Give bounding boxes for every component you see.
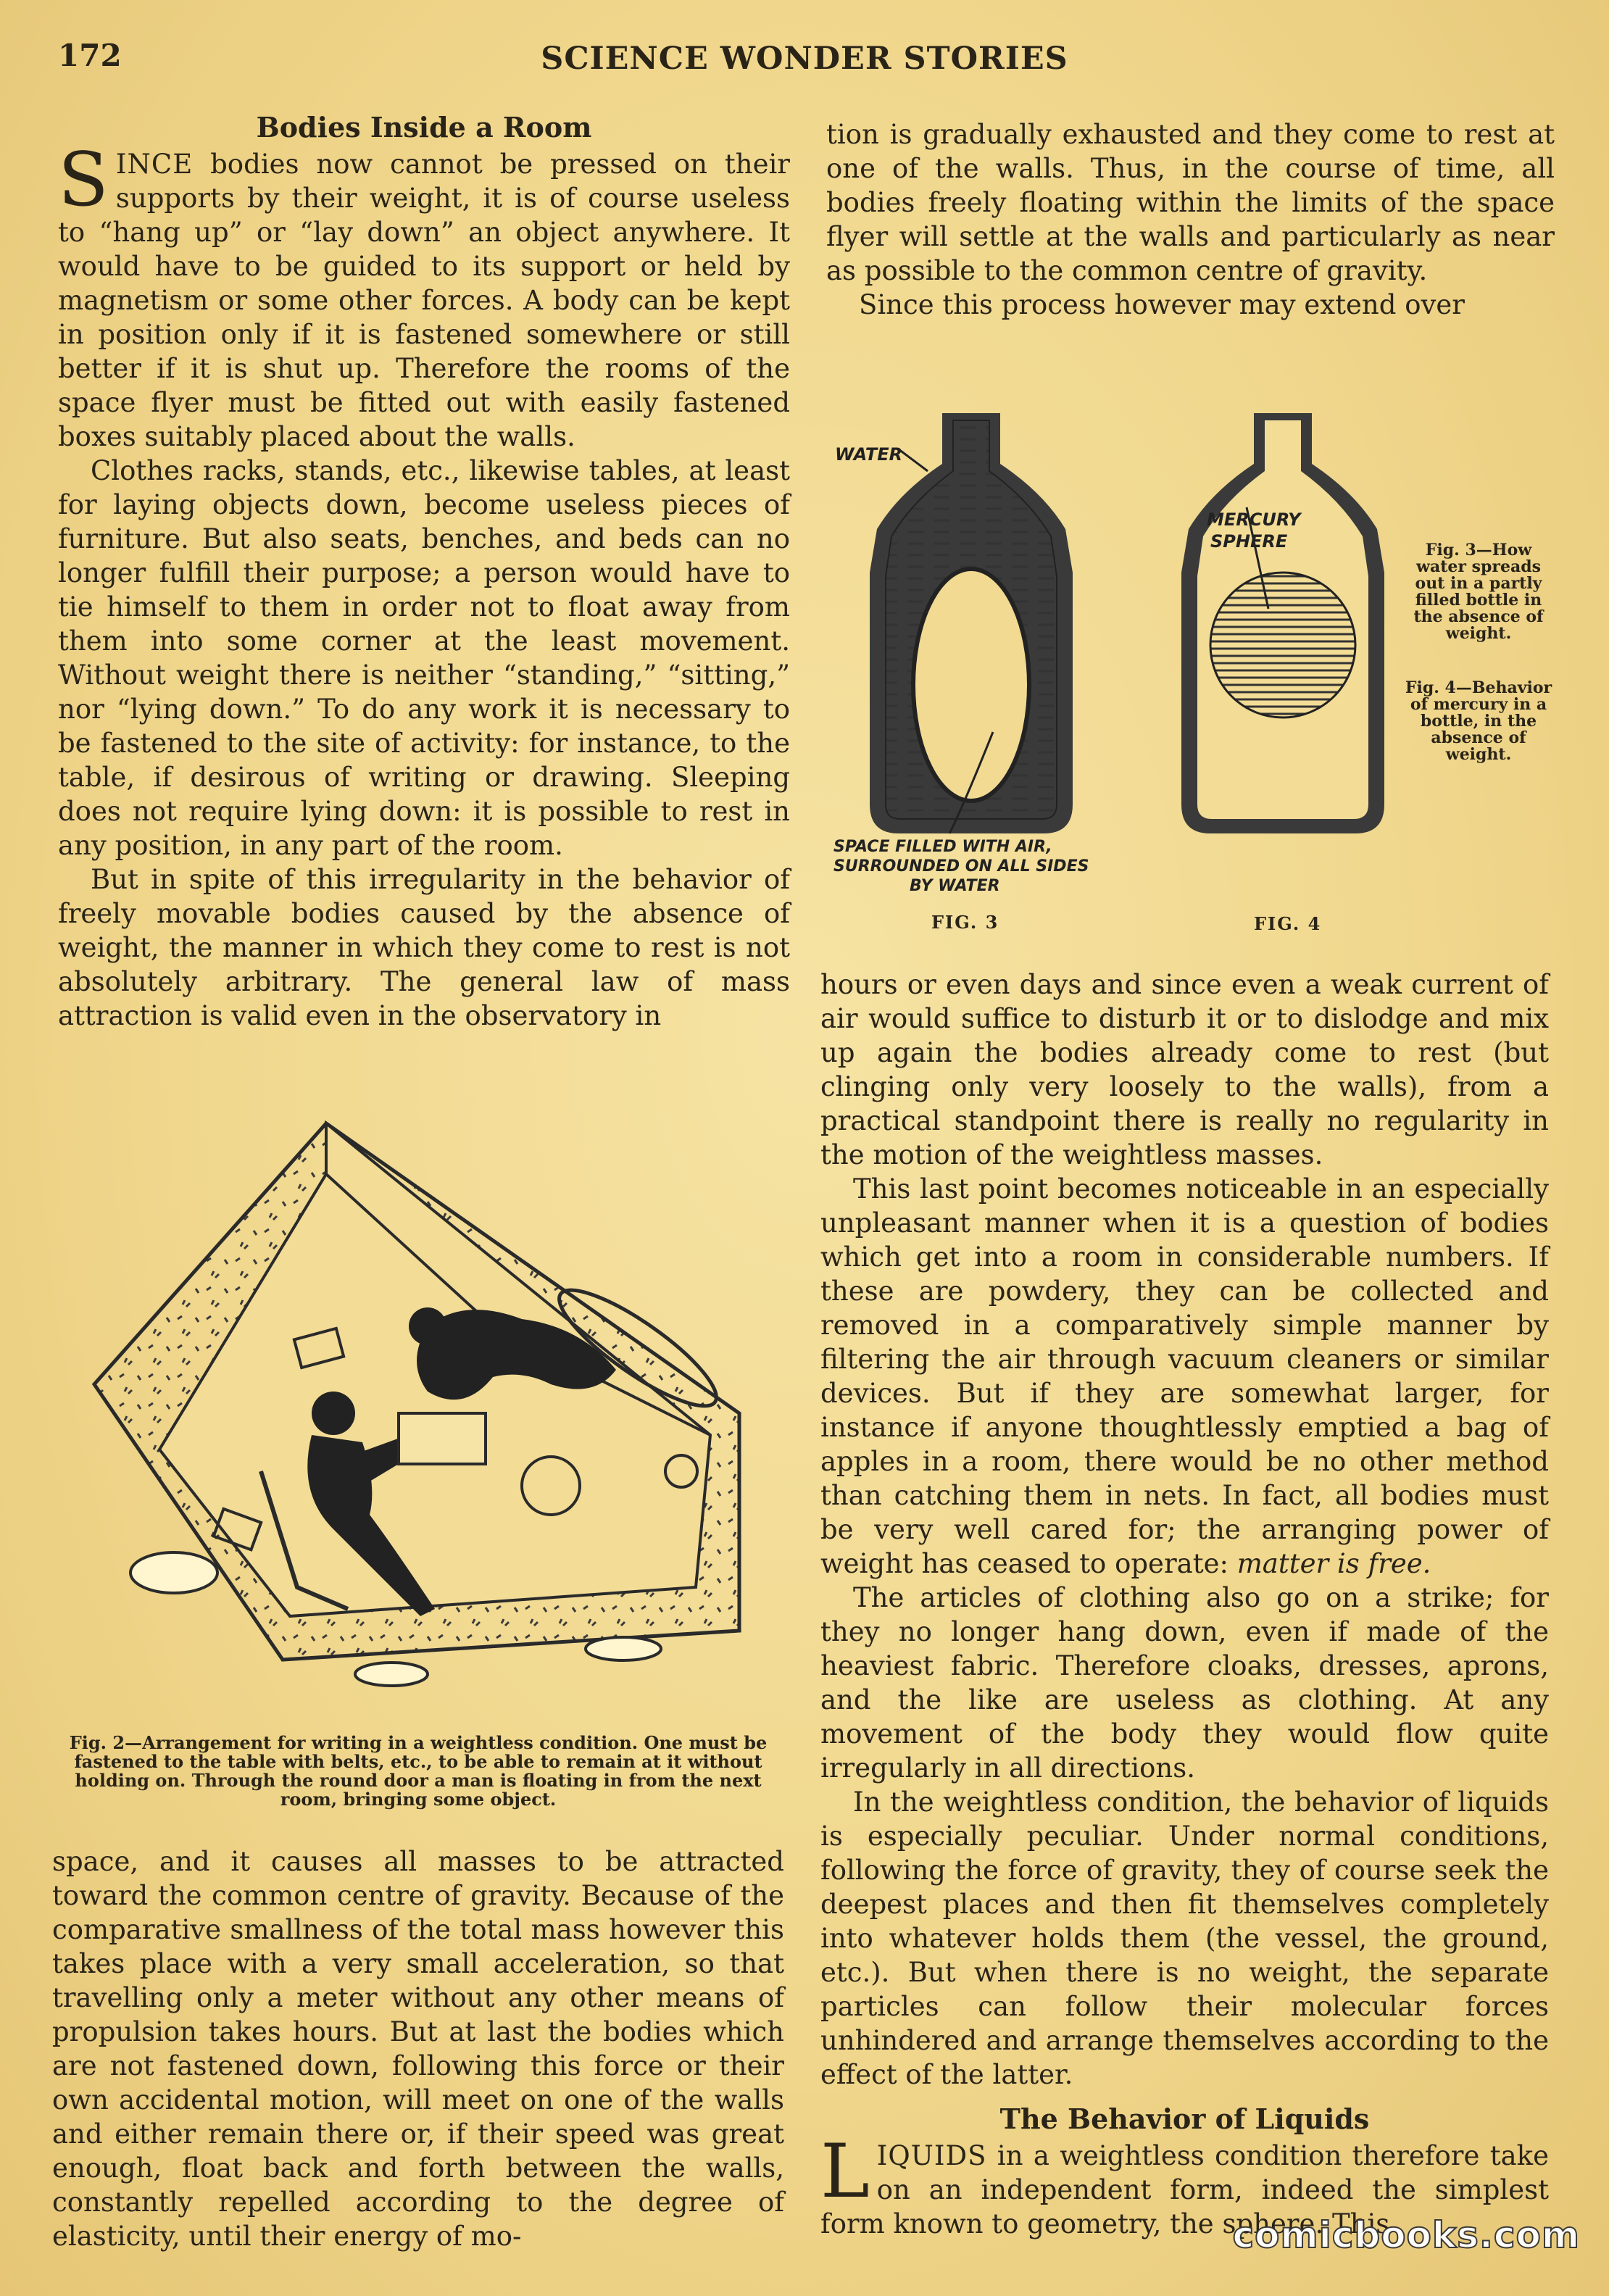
left-column-bottom <box>52 1844 784 2253</box>
paragraph-text: in a weightless condition therefore take on an independent form, indeed the simplest form known to geometry, the sphere. This <box>820 2140 1549 2239</box>
air-label-3: BY WATER <box>910 877 1000 895</box>
figures-3-4 <box>826 399 1551 942</box>
left-column-top <box>58 110 790 1033</box>
lead-word: INCE <box>115 149 194 180</box>
air-label-1: SPACE FILLED WITH AIR, <box>833 838 1052 856</box>
italic-phrase: matter is free. <box>1236 1548 1431 1579</box>
bottles-drawing <box>826 399 1551 942</box>
water-label: WATER <box>835 444 903 465</box>
fig3-label: FIG. 3 <box>931 912 999 933</box>
figure-2-illustration <box>87 1109 768 1725</box>
right-column-top <box>826 117 1555 322</box>
drop-cap: L <box>820 2129 870 2215</box>
paragraph-text: This last point becomes noticeable in an especially unpleasant manner when it is a question of bodies which get into a room in considerable numbers. If these are powdery, they can be collected and removed in a comparatively simple manner by filtering the air through vacuum cleaners or similar devices. But if they are somewhat larger, for instance if anyone thoughtlessly emptied a bag of apples in a room, there would be no other method than catching them in nets. In fact, all bodies must be very well cared for; the arranging power of weight has ceased to operate: <box>820 1173 1549 1579</box>
running-head: SCIENCE WONDER STORIES <box>541 41 1068 77</box>
paragraph: The articles of clothing also go on a strike; for they no longer hang down, even if made of the heaviest fabric. Therefore cloaks, dresses, aprons, and the like are useless as clothing. At any movement of the body they would flow quite irregularly in all directions. <box>820 1582 1549 1784</box>
mercury-label-2: SPHERE <box>1210 531 1288 552</box>
paragraph: Since this process however may extend over <box>859 289 1465 320</box>
watermark: comicbooks.com <box>1232 2214 1580 2256</box>
mercury-label-1: MERCURY <box>1207 509 1301 530</box>
weightless-room-drawing <box>87 1109 768 1725</box>
paragraph: hours or even days and since even a weak current of air would suffice to disturb it or to dislodge and mix up again the bodies already come to rest (but clinging only very loosely to the walls), from a practical standpoint there is really no regularity in the motion of the weightless masses. <box>820 969 1549 1170</box>
figure-2-caption: Fig. 2—Arrangement for writing in a weightless condition. One must be fastened to the table with belts, etc., to be able to remain at it without holding on. Through the round door a man is floating in from the next room, bringing some object. <box>69 1732 768 1810</box>
page-number: 172 <box>58 38 122 73</box>
air-label-2: SURROUNDED ON ALL SIDES <box>833 857 1089 875</box>
right-column-bottom <box>820 968 1549 2241</box>
paragraph: space, and it causes all masses to be attracted toward the common centre of gravity. Because of the comparative smallness of the total mass however this takes place with a very small acceleration, so that travelling only a meter without any other means of propulsion takes hours. But at last the bodies which are not fastened down, following this force or their own accidental motion, will meet on one of the walls and either remain there or, if their speed was great enough, float back and forth between the walls, constantly repelled according to the degree of elasticity, until their energy of mo- <box>52 1846 784 2252</box>
paragraph: In the weightless condition, the behavior of liquids is especially peculiar. Under normal conditions, following the force of gravity, they of course seek the deepest places and then fit themselves completely into whatever holds them (the vessel, the ground, etc.). But when there is no weight, the separate particles can follow their molecular forces unhindered and arrange themselves according to the effect of the latter. <box>820 1787 1549 2090</box>
drop-cap: S <box>58 137 109 223</box>
paragraph <box>58 137 790 454</box>
paragraph-text: bodies now cannot be pressed on their supports by their weight, it is of course useless to “hang up” or “lay down” an object anywhere. It would have to be guided to its support or held by magnetism or some other forces. A body can be kept in position only if it is fastened somewhere or still better if it is shut up. Therefore the rooms of the space flyer must be fitted out with easily fastened boxes suitably placed about the walls. <box>58 149 790 452</box>
fig4-caption: Fig. 4—Behavior of mercury in a bottle, in the absence of weight. <box>1405 678 1552 764</box>
paragraph <box>820 1172 1549 1581</box>
section-heading-bodies: Bodies Inside a Room <box>256 111 592 144</box>
fig4-label: FIG. 4 <box>1254 913 1322 934</box>
lead-word: IQUIDS <box>876 2140 987 2171</box>
paragraph: But in spite of this irregularity in the behavior of freely movable bodies caused by the absence of weight, the manner in which they come to rest is not absolutely arbitrary. The general law of mass attraction is valid even in the observatory in <box>58 864 790 1031</box>
section-heading-liquids: The Behavior of Liquids <box>999 2102 1370 2135</box>
fig3-caption: Fig. 3—How water spreads out in a partly filled bottle in the absence of weight. <box>1413 541 1544 643</box>
paragraph: tion is gradually exhausted and they come to rest at one of the walls. Thus, in the course of time, all bodies freely floating within the limits of the space flyer will settle at the walls and particularly as near as possible to the common centre of gravity. <box>826 119 1555 286</box>
paragraph: Clothes racks, stands, etc., likewise tables, at least for laying objects down, become useless pieces of furniture. But also seats, benches, and beds can no longer fulfill their purpose; a person would have to tie himself to them in order not to float away from them into some corner at the least movement. Without weight there is neither “standing,” “sitting,” nor “lying down.” To do any work it is necessary to be fastened to the site of activity: for instance, to the table, if desirous of writing or drawing. Sleeping does not require lying down: it is possible to rest in any position, in any part of the room. <box>58 455 790 861</box>
